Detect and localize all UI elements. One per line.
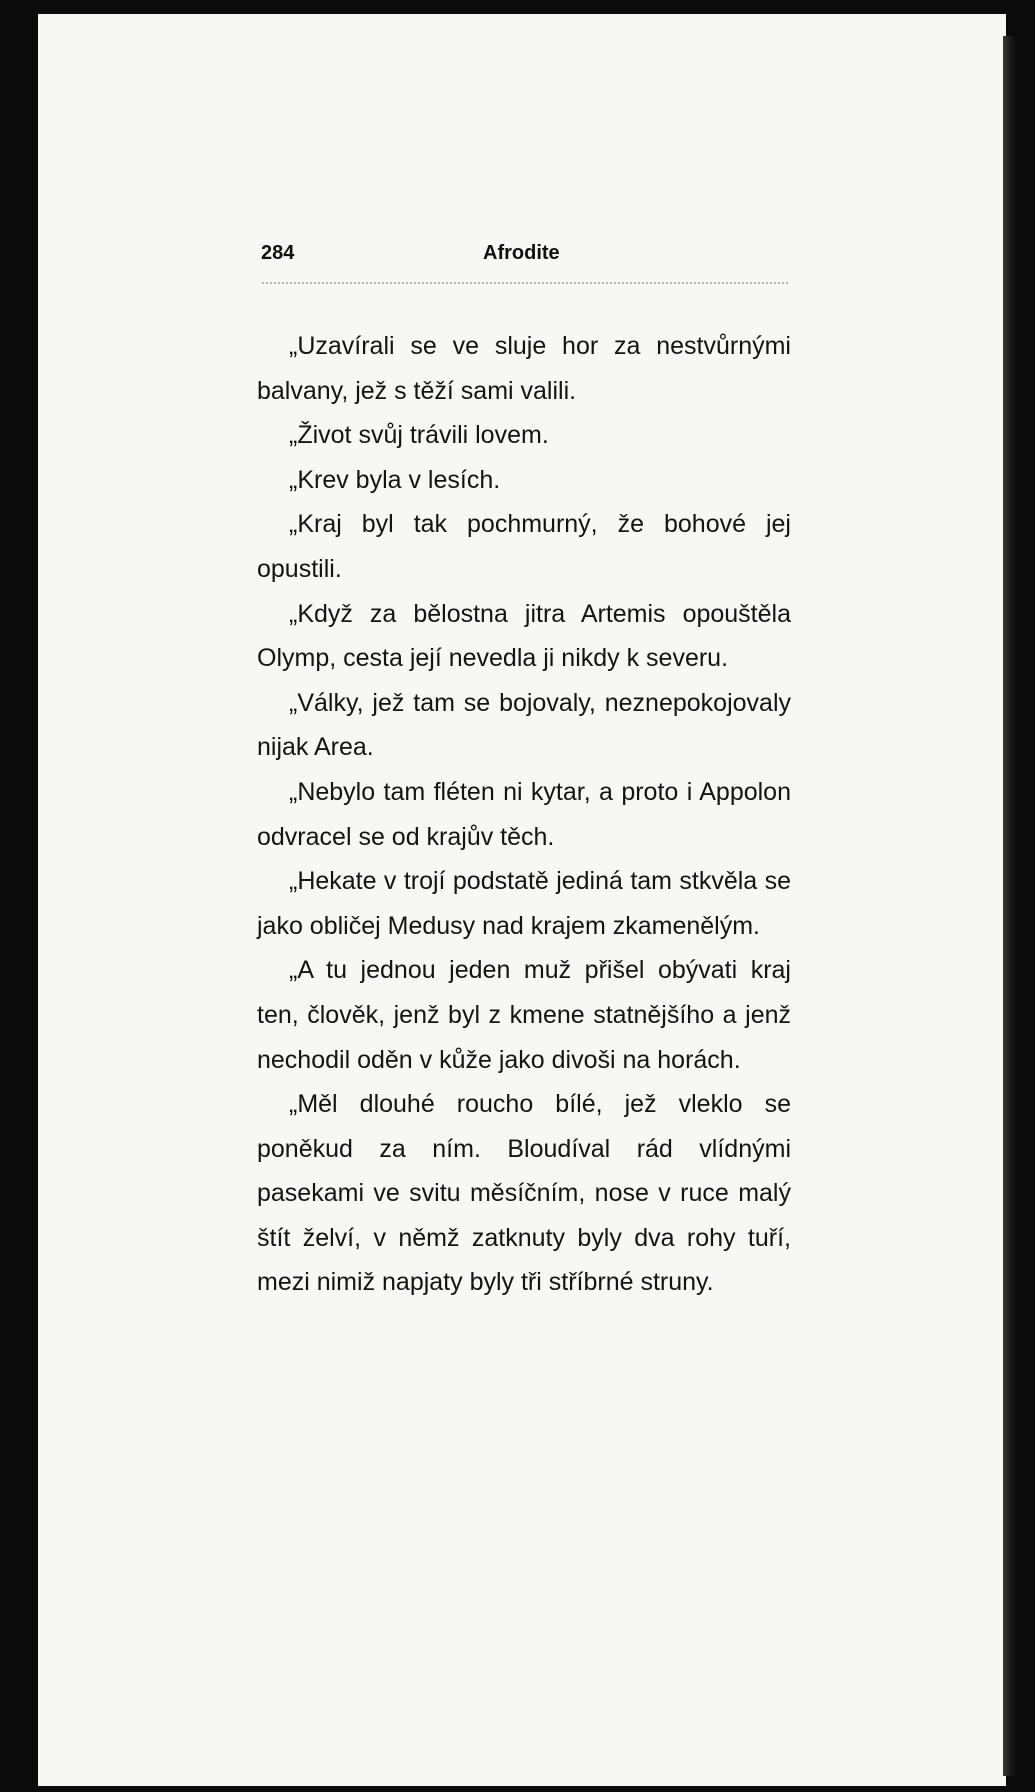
paragraph: „Když za bělostna jitra Artemis opouštěla Olymp, cesta její nevedla ji nikdy k severu. (257, 599, 791, 673)
book-spine-shadow (1003, 36, 1017, 1776)
scan-margin-left (0, 0, 38, 1792)
paragraph: „Války, jež tam se bojovaly, neznepokojovaly nijak Area. (257, 688, 791, 762)
paragraph: „Život svůj trávili lovem. (289, 421, 549, 450)
body-text (257, 324, 791, 1305)
paragraph: „Nebylo tam fléten ni kytar, a proto i Appolon odvracel se od krajův těch. (257, 777, 791, 851)
paragraph: „Krev byla v lesích. (289, 465, 501, 494)
paragraph: „Kraj byl tak pochmurný, že bohové jej opustili. (257, 510, 791, 583)
running-title: Afrodite (483, 242, 560, 264)
paragraph: „Hekate v trojí podstatě jediná tam stkvěla se jako obličej Medusy nad krajem zkamenělým. (257, 867, 791, 940)
paragraph: „Měl dlouhé roucho bílé, jež vleklo se poněkud za ním. Bloudíval rád vlídnými pasekami ve svitu měsíčním, nose v ruce malý štít želví, v němž zatknuty byly dva rohy tuří, mezi nimiž napjaty byly tři stříbrné struny. (257, 1090, 791, 1297)
paragraph: „Uzavírali se ve sluje hor za nestvůrnými balvany, jež s těží sami valili. (257, 332, 791, 405)
header-rule (262, 282, 788, 284)
page-number: 284 (261, 242, 295, 264)
paragraph: „A tu jednou jeden muž přišel obývati kraj ten, člověk, jenž byl z kmene statnějšího a jenž nechodil oděn v kůže jako divoši na horách. (257, 956, 791, 1074)
running-head (261, 238, 789, 274)
